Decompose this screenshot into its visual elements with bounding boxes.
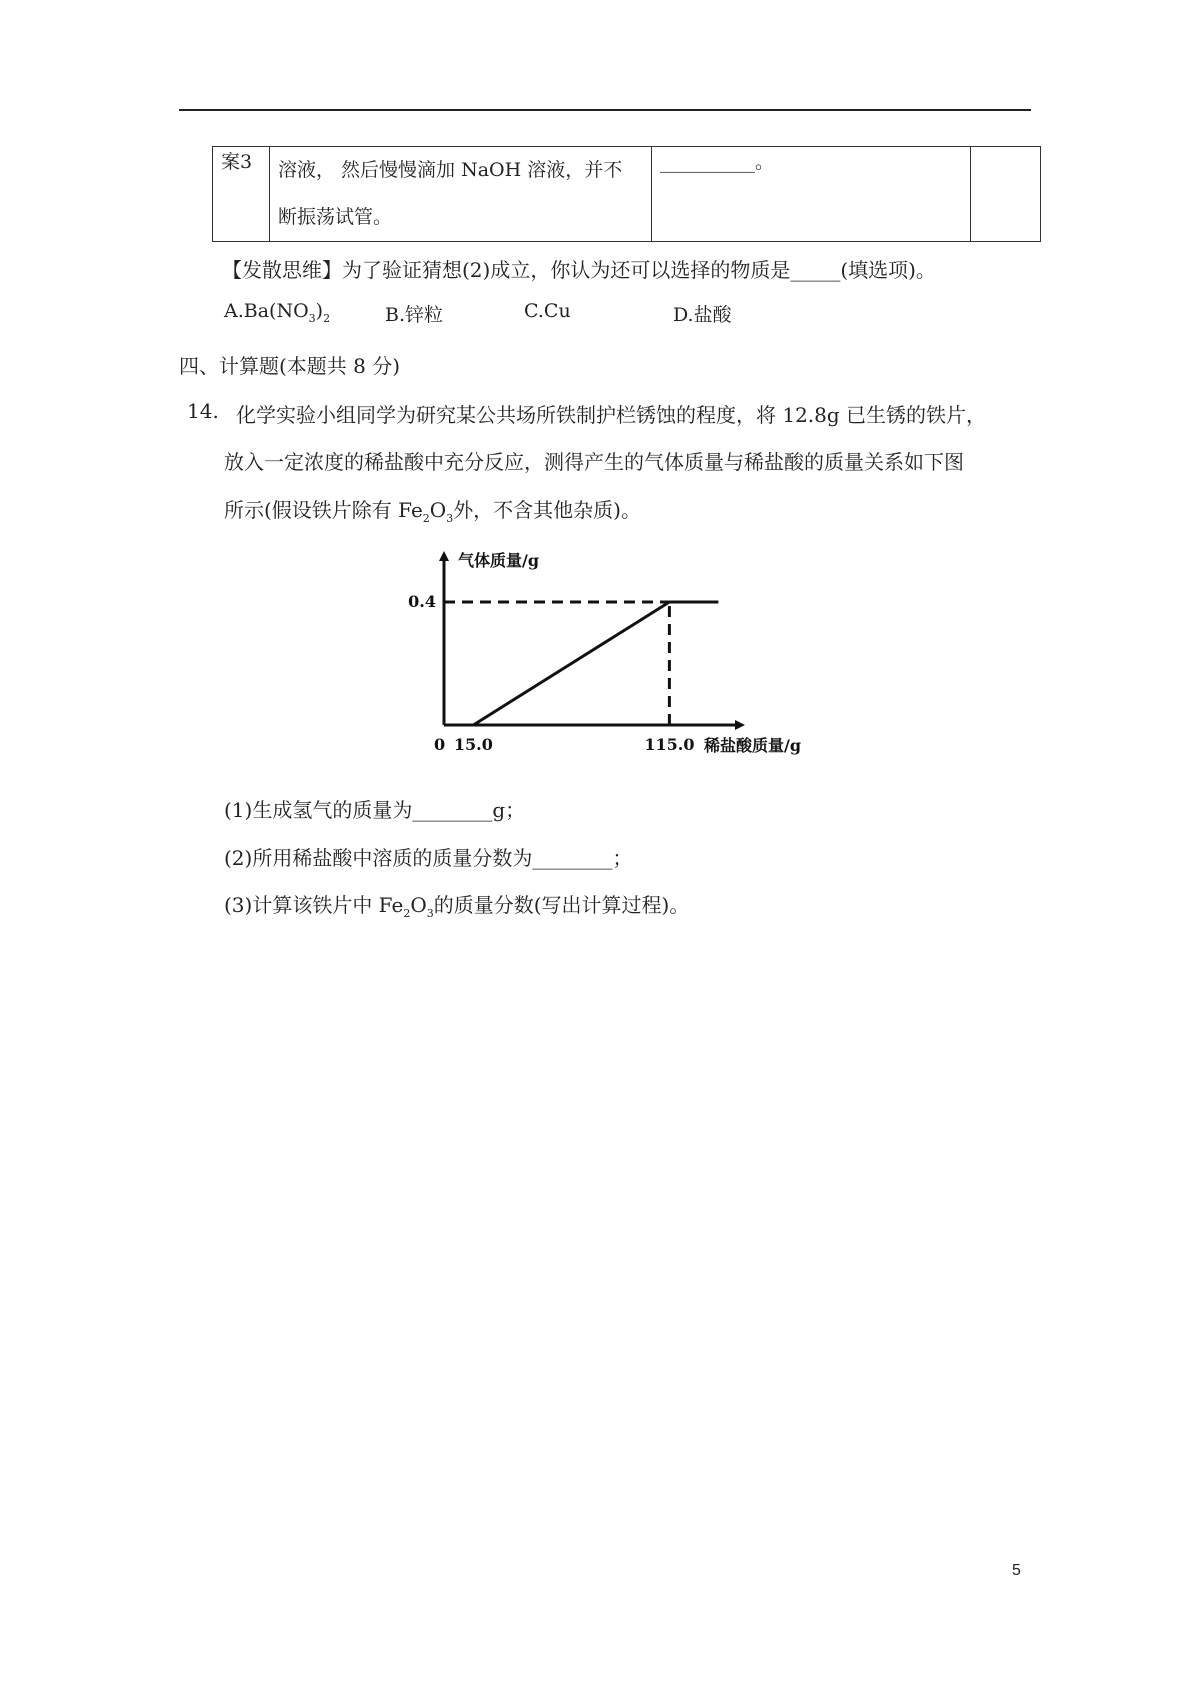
x-tick-label: 15.0 [453,735,493,754]
origin-label: 0 [434,735,446,754]
y-tick-label: 0.4 [408,592,436,611]
divergent-thinking: 【发散思维】为了验证猜想(2)成立，你认为还可以选择的物质是_____(填选项)。 [222,258,936,282]
table-cell-plan: 案3 [213,147,270,242]
question-line-1: 化学实验小组同学为研究某公共场所铁制护栏锈蚀的程度，将 12.8g 已生锈的铁片， [236,403,987,427]
sub-question-3-text: (3)计算该铁片中 Fe [224,893,404,917]
table-row [213,147,1041,242]
table-cell-conclusion [971,147,1041,242]
question-line-2: 放入一定浓度的稀盐酸中充分反应，测得产生的气体质量与稀盐酸的质量关系如下图 [224,450,964,474]
option-c: C.Cu [524,300,571,322]
section-title: 四、计算题(本题共 8 分) [179,354,401,378]
option-a-subscript-2: 2 [323,311,331,325]
procedure-line-2: 断振荡试管。 [278,206,393,228]
option-a-text: A.Ba(NO [224,300,309,322]
formula-subscript: 2 [422,512,430,525]
formula-subscript: 2 [403,907,411,920]
header-rule [179,109,1031,111]
table-cell-phenomenon: __________。 [652,147,971,242]
experiment-table [212,146,1041,242]
question-number: 14. [187,399,219,423]
answer-blank-1[interactable]: ________ [412,798,493,822]
option-a-close: ) [315,300,324,322]
option-b: B.锌粒 [385,304,444,326]
formula-subscript: 3 [426,907,434,920]
sub-question-1 [224,794,525,823]
sub-question-2: (2)所用稀盐酸中溶质的质量分数为________； [224,846,633,870]
gas-mass-chart [398,540,838,760]
question-line-3-end: 外，不含其他杂质)。 [453,498,641,522]
sub-question-3 [224,889,689,920]
sub-question-1-unit: g； [492,798,526,822]
sub-question-1-text: (1)生成氢气的质量为 [224,798,413,822]
page-number: 5 [1012,1562,1021,1579]
option-a [224,300,330,325]
y-axis-label: 气体质量/g [458,551,540,570]
question-line-3 [224,494,641,525]
x-tick-label: 115.0 [644,735,695,754]
x-axis-label: 稀盐酸质量/g [704,736,802,755]
question-line-3-text: 所示(假设铁片除有 Fe [224,498,423,522]
sub-question-3-end: 的质量分数(写出计算过程)。 [433,893,690,917]
formula-element: O [429,498,447,522]
option-a-subscript-3: 3 [308,311,316,325]
procedure-line-1: 溶液， 然后慢慢滴加 NaOH 溶液，并不 [278,159,623,181]
table-cell-procedure [270,147,652,242]
formula-subscript: 3 [446,512,454,525]
formula-element: O [410,893,427,917]
option-d: D.盐酸 [673,304,732,326]
gas-mass-line [444,602,718,725]
